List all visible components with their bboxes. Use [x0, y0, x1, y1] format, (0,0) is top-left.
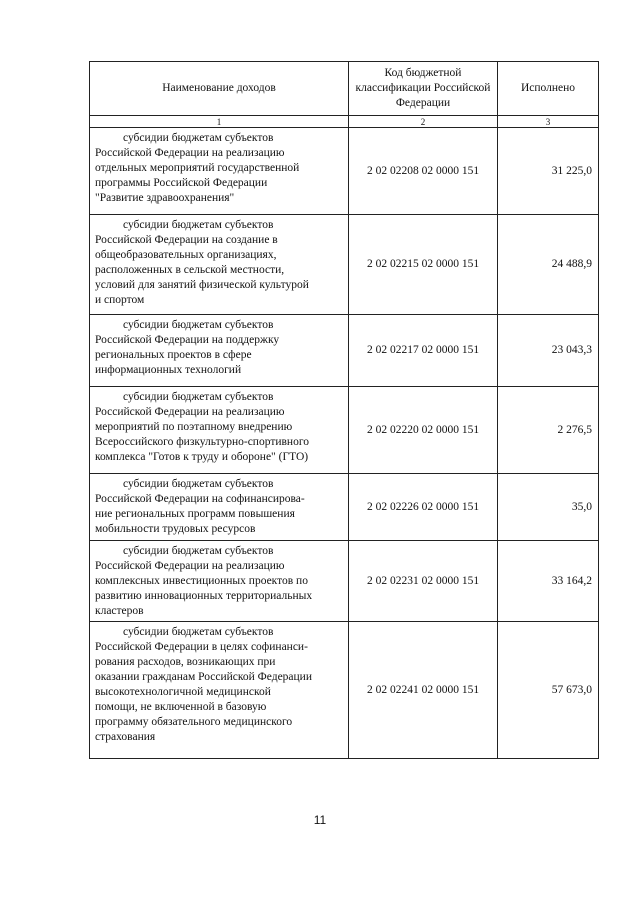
revenue-name-line: страхования: [95, 731, 156, 743]
revenue-name-cell: [90, 215, 349, 315]
table-row: [90, 315, 599, 387]
table-header: [90, 62, 599, 128]
revenue-name-cell: [90, 128, 349, 215]
revenue-name-line: общеобразовательных организациях,: [95, 249, 277, 261]
revenue-name-line: программы Российской Федерации: [95, 177, 268, 189]
executed-value-cell: 2 276,5: [498, 387, 599, 474]
revenue-name-line: развитию инновационных территориальных: [95, 590, 313, 602]
revenue-name-line: мероприятий по поэтапному внедрению: [95, 421, 293, 433]
budget-code-cell: 2 02 02217 02 0000 151: [349, 315, 498, 387]
budget-code-cell: 2 02 02226 02 0000 151: [349, 474, 498, 541]
revenue-name-line: высокотехнологичной медицинской: [95, 686, 271, 698]
revenue-table: [89, 61, 599, 759]
budget-code-cell: 2 02 02208 02 0000 151: [349, 128, 498, 215]
table-row: [90, 128, 599, 215]
executed-value-cell: 33 164,2: [498, 541, 599, 622]
executed-value-cell: 57 673,0: [498, 622, 599, 759]
revenue-name-line: субсидии бюджетам субъектов: [123, 319, 274, 331]
revenue-name-line: субсидии бюджетам субъектов: [123, 132, 274, 144]
table-row: [90, 622, 599, 759]
table-body: [90, 128, 599, 759]
revenue-name-line: помощи, не включенной в базовую: [95, 701, 267, 713]
budget-code-cell: 2 02 02241 02 0000 151: [349, 622, 498, 759]
revenue-name-line: Российской Федерации на реализацию: [95, 560, 285, 572]
revenue-name-line: комплекса "Готов к труду и обороне" (ГТО): [95, 451, 309, 463]
revenue-name-cell: [90, 474, 349, 541]
revenue-name-cell: [90, 387, 349, 474]
revenue-name-line: субсидии бюджетам субъектов: [123, 391, 274, 403]
table-row: [90, 215, 599, 315]
revenue-name-line: субсидии бюджетам субъектов: [123, 626, 274, 638]
executed-value-cell: 31 225,0: [498, 128, 599, 215]
revenue-name-line: оказании гражданам Российской Федерации: [95, 671, 312, 683]
budget-code-cell: 2 02 02215 02 0000 151: [349, 215, 498, 315]
executed-value-cell: 23 043,3: [498, 315, 599, 387]
column-number: 1: [90, 116, 349, 128]
revenue-name-line: Российской Федерации на создание в: [95, 234, 278, 246]
revenue-name-line: Российской Федерации на поддержку: [95, 334, 280, 346]
column-number: 2: [349, 116, 498, 128]
revenue-name-cell: [90, 541, 349, 622]
revenue-name-line: субсидии бюджетам субъектов: [123, 219, 274, 231]
revenue-name-line: информационных технологий: [95, 364, 242, 376]
table-row: [90, 474, 599, 541]
revenue-name-line: ние региональных программ повышения: [95, 508, 295, 520]
revenue-name-line: субсидии бюджетам субъектов: [123, 545, 274, 557]
revenue-name-line: Всероссийского физкультурно-спортивного: [95, 436, 310, 448]
revenue-name-line: и спортом: [95, 294, 145, 306]
revenue-name-line: мобильности трудовых ресурсов: [95, 523, 256, 535]
column-number: 3: [498, 116, 599, 128]
revenue-name-line: условий для занятий физической культурой: [95, 279, 309, 291]
revenue-name-line: Российской Федерации на софинансирова-: [95, 493, 305, 505]
revenue-name-line: программу обязательного медицинского: [95, 716, 293, 728]
revenue-name-line: Российской Федерации в целях софинанси-: [95, 641, 308, 653]
revenue-name-line: Российской Федерации на реализацию: [95, 147, 285, 159]
revenue-name-line: субсидии бюджетам субъектов: [123, 478, 274, 490]
revenue-name-cell: [90, 315, 349, 387]
revenue-name-line: рования расходов, возникающих при: [95, 656, 276, 668]
table-row: [90, 541, 599, 622]
executed-value-cell: 35,0: [498, 474, 599, 541]
revenue-name-line: отдельных мероприятий государственной: [95, 162, 300, 174]
page-number: 11: [313, 813, 327, 827]
budget-code-cell: 2 02 02231 02 0000 151: [349, 541, 498, 622]
revenue-name-cell: [90, 622, 349, 759]
revenue-name-line: Российской Федерации на реализацию: [95, 406, 285, 418]
revenue-name-line: комплексных инвестиционных проектов по: [95, 575, 308, 587]
header-executed: Исполнено: [498, 62, 599, 116]
budget-code-cell: 2 02 02220 02 0000 151: [349, 387, 498, 474]
revenue-name-line: "Развитие здравоохранения": [95, 192, 235, 204]
column-number-row: [90, 116, 599, 128]
revenue-name-line: региональных проектов в сфере: [95, 349, 252, 361]
table-row: [90, 387, 599, 474]
revenue-name-line: расположенных в сельской местности,: [95, 264, 285, 276]
executed-value-cell: 24 488,9: [498, 215, 599, 315]
header-revenue-name: Наименование доходов: [90, 62, 349, 116]
header-budget-code: Код бюджетной классификации Российской Федерации: [349, 62, 498, 116]
revenue-name-line: кластеров: [95, 605, 144, 617]
